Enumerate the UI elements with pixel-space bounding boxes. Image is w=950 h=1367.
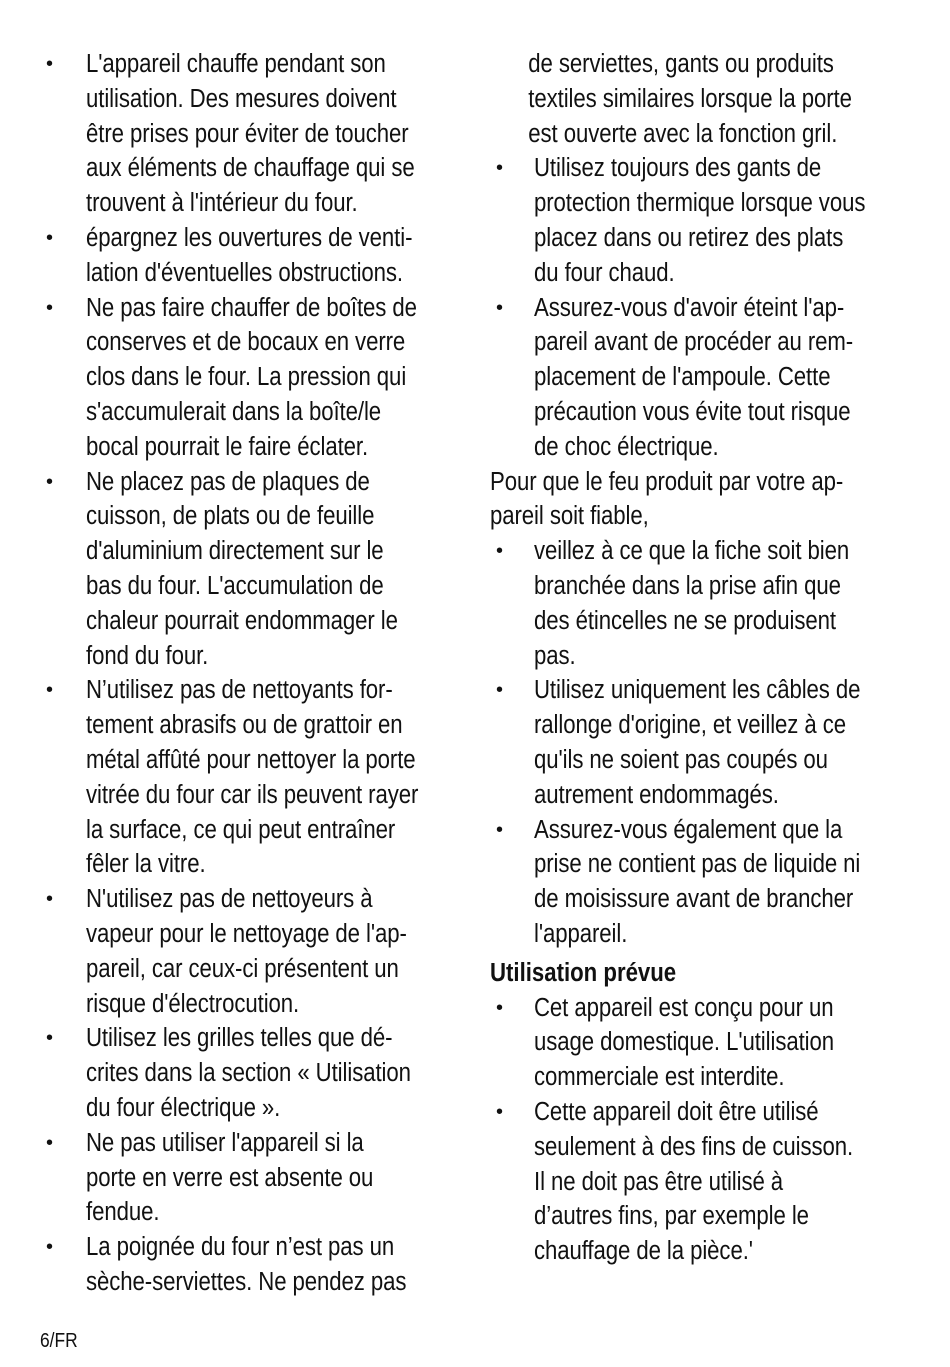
bullet-icon: • (46, 226, 54, 249)
list-item (490, 991, 910, 1095)
text-line: épargnez les ouvertures de venti- (86, 223, 413, 252)
text-line: l'appareil. (534, 919, 628, 948)
list-item (490, 1095, 910, 1269)
text-line: Utilisez toujours des gants de (534, 154, 822, 183)
text-line: Cet appareil est conçu pour un (534, 993, 834, 1022)
bullet-icon: • (496, 679, 504, 702)
text-line: qu'ils ne soient pas coupés ou (534, 745, 828, 774)
bullet-icon: • (496, 1100, 504, 1123)
text-line: Assurez-vous d'avoir éteint l'ap- (534, 293, 845, 322)
right-bullet-list-b (490, 534, 910, 952)
bullet-icon: • (46, 679, 54, 702)
text-line: La poignée du four n’est pas un (86, 1233, 395, 1262)
text-line: cuisson, de plats ou de feuille (86, 502, 375, 531)
bullet-icon: • (496, 296, 504, 319)
text-line: fêler la vitre. (86, 850, 206, 879)
bullet-icon: • (46, 296, 54, 319)
text-line: vitrée du four car ils peuvent rayer (86, 780, 419, 809)
bullet-icon: • (46, 1236, 54, 1259)
text-line: conserves et de bocaux en verre (86, 328, 406, 357)
text-line: pareil, car ceux-ci présentent un (86, 954, 399, 983)
list-item (40, 47, 460, 221)
text-line: est ouverte avec la fonction gril. (528, 119, 838, 148)
text-line: de moisissure avant de brancher (534, 885, 854, 914)
text-line: protection thermique lorsque vous (534, 189, 866, 218)
intended-use-list (490, 991, 910, 1269)
text-line: rallonge d'origine, et veillez à ce (534, 711, 846, 740)
text-line: prise ne contient pas de liquide ni (534, 850, 861, 879)
bullet-icon: • (496, 157, 504, 180)
text-line: Utilisez les grilles telles que dé- (86, 1024, 393, 1053)
text-line: placez dans ou retirez des plats (534, 223, 844, 252)
page-number: 6/FR (40, 1330, 78, 1352)
text-line: Pour que le feu produit par votre ap- (490, 467, 844, 496)
text-line: textiles similaires lorsque la porte (528, 84, 852, 113)
text-line: pareil soit fiable, (490, 502, 649, 531)
text-line: N'utilisez pas de nettoyeurs à (86, 885, 373, 914)
bullet-icon: • (496, 540, 504, 563)
text-line: Assurez-vous également que la (534, 815, 843, 844)
text-line: N’utilisez pas de nettoyants for- (86, 676, 393, 705)
text-line: aux éléments de chauffage qui se (86, 154, 415, 183)
bullet-icon: • (496, 996, 504, 1019)
bullet-icon: • (496, 818, 504, 841)
text-line: d'aluminium directement sur le (86, 537, 384, 566)
text-line: fond du four. (86, 641, 209, 670)
text-line: Ne pas faire chauffer de boîtes de (86, 293, 417, 322)
text-line: vapeur pour le nettoyage de l'ap- (86, 919, 407, 948)
text-line: métal affûté pour nettoyer la porte (86, 745, 416, 774)
text-line: pas. (534, 641, 576, 670)
bullet-icon: • (46, 53, 54, 75)
list-item (490, 673, 910, 812)
text-line: précaution vous évite tout risque (534, 397, 851, 426)
left-column (40, 47, 460, 1300)
text-line: Ne pas utiliser l'appareil si la (86, 1128, 364, 1157)
text-line: clos dans le four. La pression qui (86, 363, 407, 392)
text-line: chauffage de la pièce.' (534, 1237, 753, 1266)
text-line: bas du four. L'accumulation de (86, 571, 384, 600)
text-line: des étincelles ne se produisent (534, 606, 836, 635)
text-line: L'appareil chauffe pendant son (86, 50, 386, 78)
text-line: d’autres fins, par exemple le (534, 1202, 809, 1231)
list-item (40, 1126, 460, 1230)
text-line: s'accumulerait dans la boîte/le (86, 397, 382, 426)
text-line: chaleur pourrait endommager le (86, 606, 398, 635)
bullet-icon: • (46, 1027, 54, 1050)
text-line: lation d'éventuelles obstructions. (86, 258, 403, 287)
text-line: trouvent à l'intérieur du four. (86, 189, 358, 218)
reliability-paragraph (490, 465, 910, 535)
text-line: tement abrasifs ou de grattoir en (86, 711, 403, 740)
right-bullet-list-a (490, 151, 910, 464)
text-line: utilisation. Des mesures doivent (86, 84, 397, 113)
text-line: la surface, ce qui peut entraîner (86, 815, 396, 844)
text-line: risque d'électrocution. (86, 989, 300, 1018)
list-item (490, 813, 910, 952)
bullet-icon: • (46, 470, 54, 493)
text-line: autrement endommagés. (534, 780, 779, 809)
text-line: de choc électrique. (534, 432, 719, 461)
text-line: du four chaud. (534, 258, 675, 287)
list-item (490, 151, 910, 290)
text-line: Il ne doit pas être utilisé à (534, 1167, 784, 1196)
text-line: fendue. (86, 1198, 160, 1227)
text-line: crites dans la section « Utilisation (86, 1059, 411, 1088)
bullet-icon: • (46, 888, 54, 911)
right-column (490, 47, 910, 1269)
list-item (40, 221, 460, 291)
text-line: sèche-serviettes. Ne pendez pas (86, 1267, 407, 1296)
text-line: porte en verre est absente ou (86, 1163, 374, 1192)
text-line: du four électrique ». (86, 1093, 281, 1122)
list-item (40, 291, 460, 465)
text-line: être prises pour éviter de toucher (86, 119, 409, 148)
list-item (490, 534, 910, 673)
continued-bullet-text (490, 47, 910, 151)
text-line: branchée dans la prise afin que (534, 571, 841, 600)
text-line: placement de l'ampoule. Cette (534, 363, 831, 392)
text-line: Cette appareil doit être utilisé (534, 1097, 819, 1126)
list-item (40, 465, 460, 674)
text-line: bocal pourrait le faire éclater. (86, 432, 369, 461)
section-heading: Utilisation prévue (490, 958, 677, 987)
text-line: usage domestique. L'utilisation (534, 1028, 835, 1057)
bullet-icon: • (46, 1131, 54, 1154)
left-bullet-list (40, 47, 460, 1300)
text-line: commerciale est interdite. (534, 1063, 785, 1092)
text-line: de serviettes, gants ou produits (528, 50, 834, 78)
list-item (490, 291, 910, 465)
list-item (40, 1021, 460, 1125)
text-line: pareil avant de procéder au rem- (534, 328, 854, 357)
text-line: veillez à ce que la fiche soit bien (534, 537, 850, 566)
text-line: Utilisez uniquement les câbles de (534, 676, 861, 705)
text-line: Ne placez pas de plaques de (86, 467, 370, 496)
list-item (40, 882, 460, 1021)
text-line: seulement à des fins de cuisson. (534, 1132, 854, 1161)
list-item (40, 673, 460, 882)
list-item (40, 1230, 460, 1300)
